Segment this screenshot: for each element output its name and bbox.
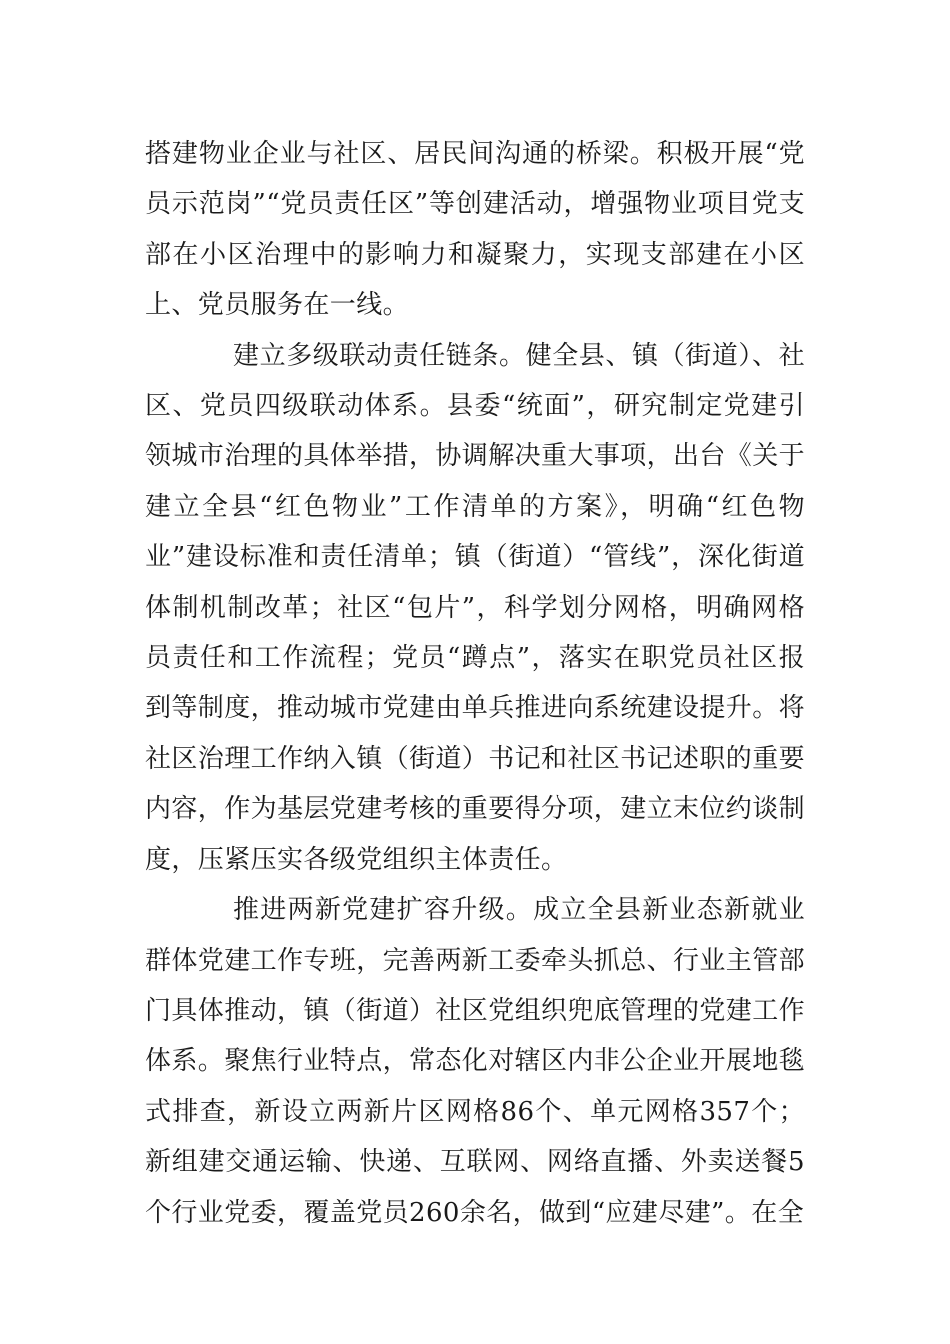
document-body: [145, 129, 805, 1238]
paragraph-2: 建立多级联动责任链条。健全县、镇（街道）、社区、党员四级联动体系。县委“统面”，研究制定党建引领城市治理的具体举措，协调解决重大事项，出台《关于建立全县“红色物业”工作清单的方案》，明确“红色物业”建设标准和责任清单；镇（街道）“管线”，深化街道体制机制改革；社区“包片”，科学划分网格，明确网格员责任和工作流程；党员“蹲点”，落实在职党员社区报到等制度，推动城市党建由单兵推进向系统建设提升。将社区治理工作纳入镇（街道）书记和社区书记述职的重要内容，作为基层党建考核的重要得分项，建立末位约谈制度，压紧压实各级党组织主体责任。: [145, 340, 806, 875]
paragraph-1: 搭建物业企业与社区、居民间沟通的桥梁。积极开展“党员示范岗”“党员责任区”等创建活动，增强物业项目党支部在小区治理中的影响力和凝聚力，实现支部建在小区上、党员服务在一线。: [145, 139, 805, 321]
paragraph-3: 推进两新党建扩容升级。成立全县新业态新就业群体党建工作专班，完善两新工委牵头抓总、行业主管部门具体推动，镇（街道）社区党组织兜底管理的党建工作体系。聚焦行业特点，常态化对辖区内非公企业开展地毯式排查，新设立两新片区网格86个、单元网格357个；新组建交通运输、快递、互联网、网络直播、外卖送餐5个行业党委，覆盖党员260余名，做到“应建尽建”。在全: [145, 895, 806, 1228]
